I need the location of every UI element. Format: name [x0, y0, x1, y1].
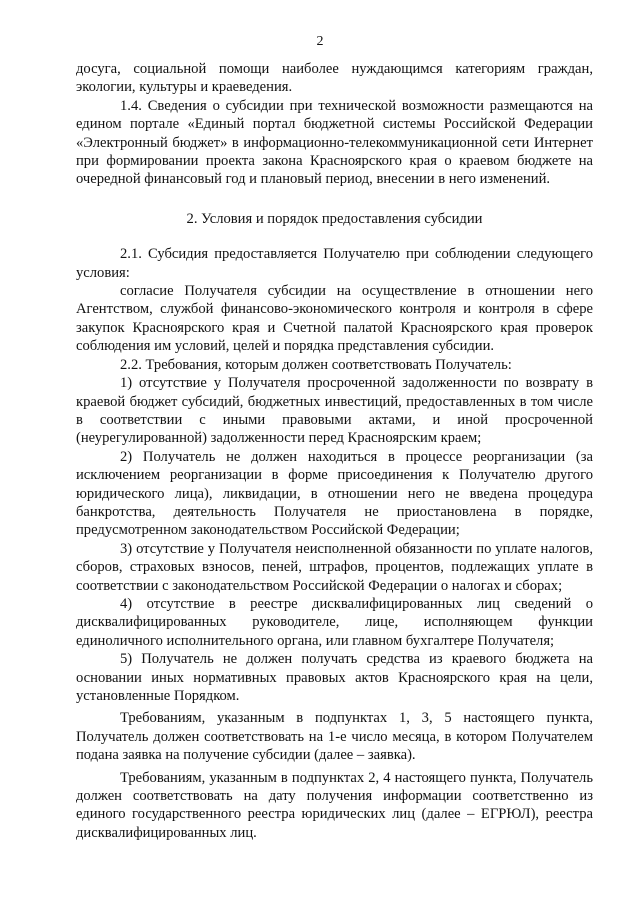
- paragraph-consent: согласие Получателя субсидии на осуществление в отношении него Агентством, службой финансово-экономического контроля и контроля в сфере закупок Красноярского края и Счетной палатой Красноярского края проверок соблюдения им условий, целей и порядка представления субсидии.: [76, 283, 593, 355]
- document-body: [76, 60, 593, 842]
- paragraph-requirements-1-3-5: Требованиям, указанным в подпунктах 1, 3, 5 настоящего пункта, Получатель должен соответствовать на 1-е число месяца, в котором Получателем подана заявка на получение субсидии (далее – заявка).: [76, 710, 593, 764]
- paragraph-1-4: 1.4. Сведения о субсидии при технической возможности размещаются на едином портале «Единый портал бюджетной системы Российской Федерации «Электронный бюджет» в информационно-телекоммуникационной сети Интернет при формировании проекта закона Красноярского края о краевом бюджете на очередной финансовый год и плановый период, внесении в него изменений.: [76, 97, 593, 188]
- paragraph-2-1: 2.1. Субсидия предоставляется Получателю при соблюдении следующего условия:: [76, 246, 593, 281]
- requirement-5: 5) Получатель не должен получать средства из краевого бюджета на основании иных нормативных правовых актов Красноярского края на цели, установленные Порядком.: [76, 651, 593, 704]
- requirement-2: 2) Получатель не должен находиться в процессе реорганизации (за исключением реорганизации в форме присоединения к Получателю другого юридического лица), ликвидации, в отношении него не введена процедура банкротства, деятельность Получателя не приостановлена в порядке, предусмотренном законодательством Российской Федерации;: [76, 448, 593, 539]
- requirement-4: 4) отсутствие в реестре дисквалифицированных лиц сведений о дисквалифицированных руководителе, лице, исполняющем функции единоличного исполнительного органа, или главном бухгалтере Получателя;: [76, 595, 593, 649]
- section-heading: 2. Условия и порядок предоставления субсидии: [186, 210, 483, 227]
- requirement-1: 1) отсутствие у Получателя просроченной задолженности по возврату в краевой бюджет субсидий, бюджетных инвестиций, предоставленных в том числе в соответствии с иными правовыми актами, и иной просроченной (неурегулированной) задолженности перед Красноярским краем;: [76, 375, 593, 447]
- paragraph-requirements-2-4: Требованиям, указанным в подпунктах 2, 4 настоящего пункта, Получатель должен соответствовать на дату получения информации соответственно из единого государственного реестра юридических лиц (далее – ЕГРЮЛ), реестра дисквалифицированных лиц.: [76, 769, 593, 841]
- paragraph-continuation: досуга, социальной помощи наиболее нуждающимся категориям граждан, экологии, культуры и краеведения.: [76, 61, 593, 96]
- paragraph-2-2: 2.2. Требования, которым должен соответствовать Получатель:: [120, 356, 512, 373]
- requirement-3: 3) отсутствие у Получателя неисполненной обязанности по уплате налогов, сборов, страховых взносов, пеней, штрафов, процентов, подлежащих уплате в соответствии с законодательством Российской Федерации о налогах и сборах;: [76, 540, 593, 594]
- page-number: 2: [316, 34, 324, 49]
